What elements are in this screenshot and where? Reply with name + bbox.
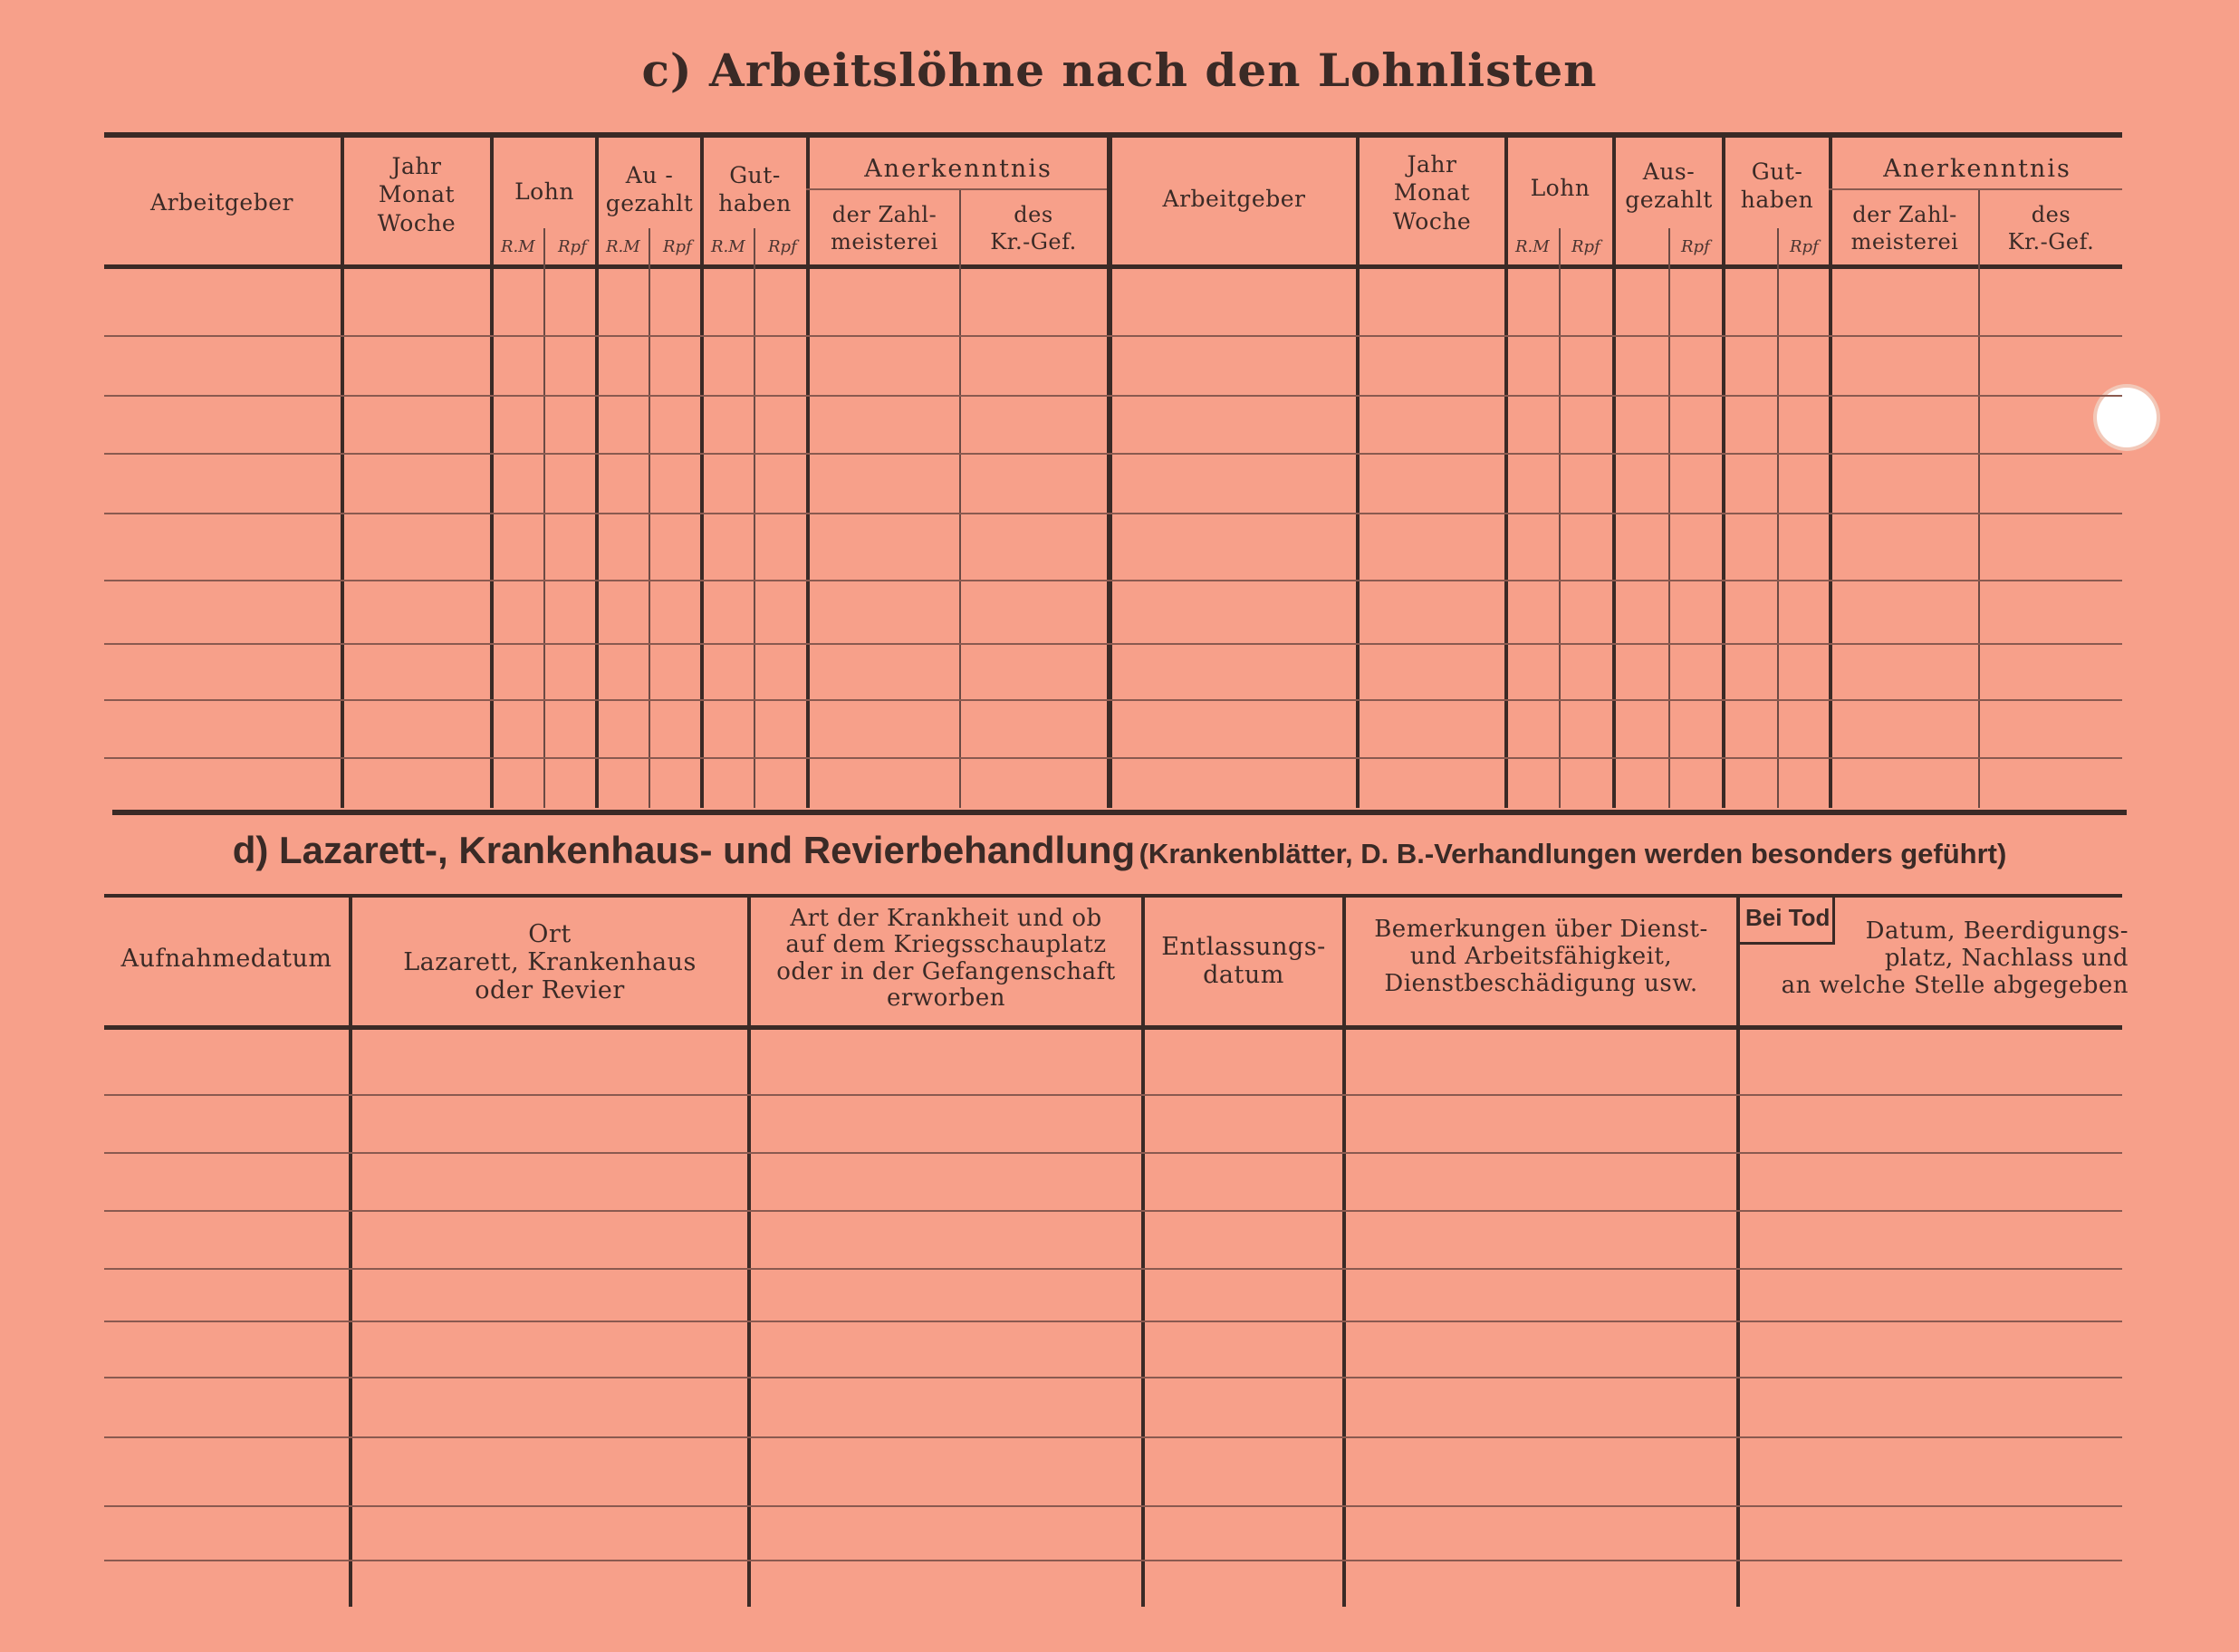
section-c-title: c) Arbeitslöhne nach den Lohnlisten bbox=[641, 43, 1598, 97]
unit-rpf: Rpf bbox=[558, 237, 587, 256]
col-divider bbox=[700, 138, 704, 808]
col-divider bbox=[349, 896, 352, 1607]
header-subrule bbox=[1829, 188, 2122, 190]
subcol-divider bbox=[754, 228, 755, 808]
row-line bbox=[104, 1094, 2122, 1096]
header-arbeitgeber: Arbeitgeber bbox=[150, 189, 293, 216]
section-c-top-rule bbox=[104, 132, 2122, 138]
unit-rm: R.M bbox=[1515, 237, 1550, 256]
header-bemerkungen: Bemerkungen über Dienst- und Arbeitsfähigkeit, Dienstbeschädigung usw. bbox=[1374, 916, 1708, 997]
header-guthaben: Gut- haben bbox=[718, 162, 792, 217]
row-line bbox=[104, 1436, 2122, 1438]
bei-tod-label: Bei Tod bbox=[1745, 904, 1831, 931]
row-line bbox=[104, 1210, 2122, 1212]
row-line bbox=[104, 453, 2122, 455]
row-line bbox=[104, 1377, 2122, 1378]
col-divider bbox=[1504, 138, 1508, 808]
row-line bbox=[104, 580, 2122, 581]
unit-rm: R.M bbox=[501, 237, 535, 256]
col-divider bbox=[1612, 138, 1616, 808]
row-line bbox=[104, 513, 2122, 514]
row-line bbox=[104, 699, 2122, 701]
subcol-divider bbox=[1777, 228, 1779, 808]
section-d-top-rule bbox=[104, 894, 2122, 898]
header-ausgezahlt: Au - gezahlt bbox=[605, 162, 694, 217]
header-zahlmeisterei: der Zahl- meisterei bbox=[831, 202, 938, 255]
header-entlassungsdatum: Entlassungs- datum bbox=[1161, 933, 1326, 990]
row-line bbox=[104, 1560, 2122, 1561]
col-divider bbox=[341, 138, 344, 808]
col-divider-thin bbox=[1978, 190, 1980, 808]
row-line bbox=[104, 757, 2122, 759]
unit-rpf: Rpf bbox=[1571, 237, 1600, 256]
row-line bbox=[104, 643, 2122, 645]
col-divider bbox=[1141, 896, 1145, 1607]
row-line bbox=[104, 335, 2122, 337]
row-line bbox=[104, 1505, 2122, 1507]
row-line bbox=[104, 1268, 2122, 1270]
header-jahr-monat-woche: Jahr Monat Woche bbox=[377, 153, 456, 236]
unit-rpf: Rpf bbox=[1790, 237, 1819, 256]
header-anerkenntnis: Anerkenntnis bbox=[1883, 155, 2071, 183]
subcol-divider bbox=[649, 228, 650, 808]
row-line bbox=[104, 395, 2122, 397]
col-divider bbox=[595, 138, 599, 808]
header-lohn: Lohn bbox=[514, 178, 574, 205]
col-divider bbox=[1722, 138, 1725, 808]
header-anerkenntnis: Anerkenntnis bbox=[864, 155, 1052, 183]
unit-rm: R.M bbox=[711, 237, 745, 256]
row-line bbox=[104, 1152, 2122, 1154]
unit-rpf: Rpf bbox=[768, 237, 797, 256]
col-divider-thin bbox=[959, 190, 961, 808]
unit-rm: R.M bbox=[606, 237, 640, 256]
header-krgef: des Kr.-Gef. bbox=[990, 202, 1077, 255]
bei-tod-box-right bbox=[1832, 896, 1835, 943]
col-divider bbox=[490, 138, 494, 808]
header-art-krankheit: Art der Krankheit und ob auf dem Kriegsschauplatz oder in der Gefangenschaft erworben bbox=[776, 905, 1116, 1013]
header-ausgezahlt: Aus- gezahlt bbox=[1625, 158, 1713, 214]
unit-rpf: Rpf bbox=[663, 237, 692, 256]
section-d-header-rule bbox=[104, 1025, 2122, 1030]
row-line bbox=[104, 1321, 2122, 1322]
col-divider bbox=[1736, 896, 1740, 1607]
subcol-divider bbox=[543, 228, 545, 808]
header-arbeitgeber: Arbeitgeber bbox=[1162, 186, 1306, 212]
unit-rpf: Rpf bbox=[1681, 237, 1710, 256]
col-divider bbox=[1356, 138, 1360, 808]
header-guthaben: Gut- haben bbox=[1740, 158, 1814, 214]
subcol-divider bbox=[1668, 228, 1670, 808]
header-aufnahmedatum: Aufnahmedatum bbox=[120, 945, 332, 973]
section-c-header-rule bbox=[104, 264, 2122, 269]
header-lohn: Lohn bbox=[1530, 175, 1590, 201]
header-tod-datum: Datum, Beerdigungs- platz, Nachlass und bbox=[1865, 917, 2128, 972]
section-separator bbox=[112, 810, 2127, 815]
subcol-divider bbox=[1559, 228, 1561, 808]
header-krgef: des Kr.-Gef. bbox=[2007, 202, 2095, 255]
section-d-title: d) Lazarett-, Krankenhaus- und Revierbehandlung (Krankenblätter, D. B.-Verhandlungen werden besonders geführt) bbox=[232, 829, 2007, 871]
center-divider bbox=[1107, 138, 1112, 808]
bei-tod-box-bottom bbox=[1740, 942, 1835, 945]
header-ort: Ort Lazarett, Krankenhaus oder Revier bbox=[403, 920, 697, 1005]
header-subrule bbox=[806, 188, 1107, 190]
header-tod-stelle: an welche Stelle abgegeben bbox=[1781, 972, 2128, 999]
header-zahlmeisterei: der Zahl- meisterei bbox=[1850, 202, 1959, 255]
col-divider bbox=[1342, 896, 1346, 1607]
header-jahr-monat-woche: Jahr Monat Woche bbox=[1392, 151, 1472, 235]
